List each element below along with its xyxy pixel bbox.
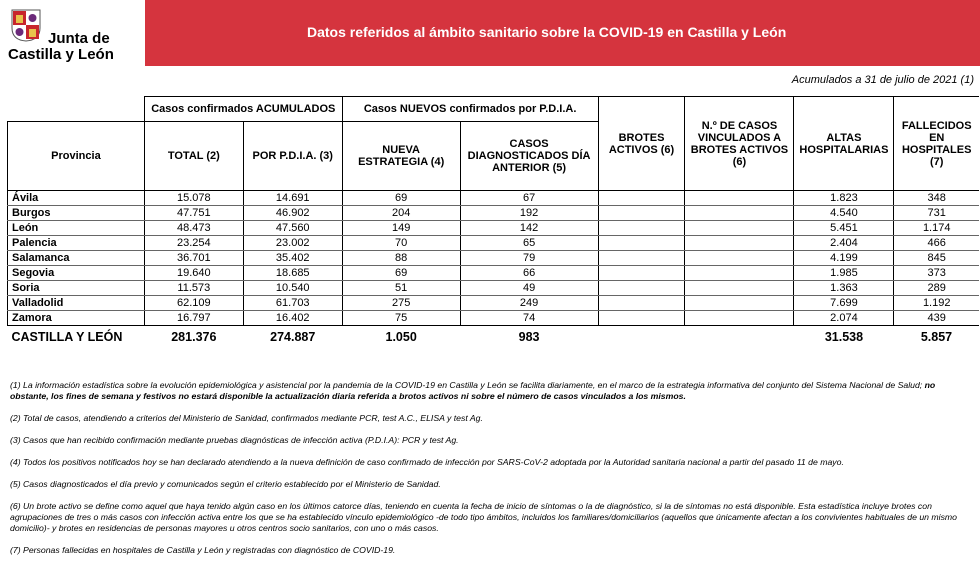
- total-total: 281.376: [171, 330, 217, 344]
- cell-altas: 1.823: [794, 191, 894, 206]
- cell-vinculados: [685, 236, 794, 251]
- cell-brotes: [598, 206, 685, 221]
- cell-total: 15.078: [144, 191, 243, 206]
- cell-vinculados: [685, 221, 794, 236]
- cell-pdia: 46.902: [243, 206, 342, 221]
- total-altas: 31.538: [824, 330, 864, 344]
- footnote-4: (4) Todos los positivos notificados hoy se han declarado atendiendo a la nueva definición de caso confirmado de infección por SARS-CoV-2 adoptada por la Autoridad sanitaria nacional a partir del pasado 11 de mayo.: [10, 457, 844, 467]
- header-casos-diagnosticados: CASOS DIAGNOSTICADOS DÍA ANTERIOR (5): [460, 122, 598, 191]
- cell-pdia: 23.002: [243, 236, 342, 251]
- cell-fallecidos: 466: [894, 236, 979, 251]
- total-diag: 983: [518, 330, 540, 344]
- cell-pdia: 18.685: [243, 266, 342, 281]
- cell-diag: 65: [460, 236, 598, 251]
- cell-nueva: 149: [342, 221, 460, 236]
- cell-pdia: 10.540: [243, 281, 342, 296]
- cell-nueva: 51: [342, 281, 460, 296]
- total-nueva: 1.050: [385, 330, 417, 344]
- covid-data-table: [7, 96, 979, 348]
- cell-nueva: 69: [342, 266, 460, 281]
- cell-diag: 142: [460, 221, 598, 236]
- cell-nueva: 75: [342, 311, 460, 326]
- cell-altas: 1.363: [794, 281, 894, 296]
- cell-total: 16.797: [144, 311, 243, 326]
- cell-vinculados: [685, 251, 794, 266]
- footnote-7: (7) Personas fallecidas en hospitales de Castilla y León y registradas con diagnóstico de COVID-19.: [10, 545, 396, 555]
- header-nueva-estrategia: NUEVA ESTRATEGIA (4): [342, 122, 460, 191]
- cell-provincia: Segovia: [8, 266, 145, 281]
- cell-fallecidos: 373: [894, 266, 979, 281]
- cell-altas: 5.451: [794, 221, 894, 236]
- page-title: Datos referidos al ámbito sanitario sobre la COVID-19 en Castilla y León: [307, 24, 787, 40]
- cell-vinculados: [685, 296, 794, 311]
- cell-nueva: 69: [342, 191, 460, 206]
- table-row: [8, 266, 980, 281]
- header-empty-cell: [8, 97, 145, 122]
- table-row: [8, 236, 980, 251]
- table-row: [8, 296, 980, 311]
- table-row: [8, 206, 980, 221]
- total-vinculados: [685, 326, 794, 349]
- cell-brotes: [598, 296, 685, 311]
- table-row: [8, 251, 980, 266]
- cell-altas: 1.985: [794, 266, 894, 281]
- cell-nueva: 275: [342, 296, 460, 311]
- cell-total: 62.109: [144, 296, 243, 311]
- cell-vinculados: [685, 206, 794, 221]
- cell-provincia: Burgos: [8, 206, 145, 221]
- header-group-acumulados: Casos confirmados ACUMULADOS: [144, 97, 342, 122]
- header-fallecidos: FALLECIDOS EN HOSPITALES (7): [894, 97, 979, 191]
- brand-line-1: Junta de: [48, 30, 110, 47]
- cell-pdia: 14.691: [243, 191, 342, 206]
- cell-pdia: 61.703: [243, 296, 342, 311]
- cell-pdia: 35.402: [243, 251, 342, 266]
- table-row: [8, 221, 980, 236]
- cell-diag: 74: [460, 311, 598, 326]
- total-brotes: [598, 326, 685, 349]
- cell-brotes: [598, 311, 685, 326]
- footnote-3: (3) Casos que han recibido confirmación mediante pruebas diagnósticas de infección activa (P.D.I.A): PCR y test Ag.: [10, 435, 459, 445]
- footnote-5: (5) Casos diagnosticados el día previo y comunicados según el criterio establecido por el Ministerio de Sanidad.: [10, 479, 441, 489]
- cell-vinculados: [685, 281, 794, 296]
- cell-fallecidos: 1.192: [894, 296, 979, 311]
- cell-pdia: 47.560: [243, 221, 342, 236]
- header-brotes: BROTES ACTIVOS (6): [598, 97, 685, 191]
- cell-vinculados: [685, 266, 794, 281]
- cell-fallecidos: 1.174: [894, 221, 979, 236]
- cell-nueva: 70: [342, 236, 460, 251]
- header-por-pdia: POR P.D.I.A. (3): [243, 122, 342, 191]
- brand-line-2: Castilla y León: [8, 46, 114, 63]
- cell-diag: 49: [460, 281, 598, 296]
- cell-brotes: [598, 221, 685, 236]
- footnote-1-text: (1) La información estadística sobre la evolución epidemiológica y asistencial por la pandemia de la COVID-19 en Castilla y León se facilita diariamente, en el marco de la estrategia informativa del conjunto del Sistema Nacional de Salud;: [10, 380, 923, 390]
- cell-diag: 67: [460, 191, 598, 206]
- header-provincia: Provincia: [8, 122, 145, 191]
- cell-altas: 7.699: [794, 296, 894, 311]
- totals-row: [8, 326, 980, 349]
- cell-altas: 2.074: [794, 311, 894, 326]
- cell-provincia: León: [8, 221, 145, 236]
- footnote-2: (2) Total de casos, atendiendo a criterios del Ministerio de Sanidad, confirmados mediante PCR, test A.C., ELISA y test Ag.: [10, 413, 483, 423]
- header-group-row: [8, 97, 980, 122]
- footnote-1-bold: no obstante, los fines de semana y festivos no estará disponible la actualización diaria referida a brotos activos ni sobre el número de casos vinculados a los mismos.: [10, 380, 936, 401]
- cell-fallecidos: 348: [894, 191, 979, 206]
- cell-diag: 249: [460, 296, 598, 311]
- cell-total: 36.701: [144, 251, 243, 266]
- total-provincia: CASTILLA Y LEÓN: [11, 330, 123, 344]
- footnote-6: (6) Un brote activo se define como aquel que haya tenido algún caso en los últimos catorce días, teniendo en cuenta la fecha de inicio de síntomas o la de diagnóstico, si la de síntomas no está disponible. Esta estadística incluye brotes con agrupaciones de tres o más casos con infección activa entre los que se ha establecido vínculo epidemiológico -de todo tipo ámbitos, incluidos los familiares/domiciliarios (aquellos que únicamente afectan a los convivientes habituales de un mismo domicilio)- y brotes en residencias de personas mayores u otros centros socio sanitarios, con uno o más casos.: [10, 501, 957, 533]
- cell-provincia: Valladolid: [8, 296, 145, 311]
- cell-brotes: [598, 251, 685, 266]
- cell-brotes: [598, 266, 685, 281]
- cell-provincia: Salamanca: [8, 251, 145, 266]
- cell-total: 48.473: [144, 221, 243, 236]
- table-row: [8, 281, 980, 296]
- header-vinculados: N.º DE CASOS VINCULADOS A BROTES ACTIVOS (6): [685, 97, 794, 191]
- cell-brotes: [598, 191, 685, 206]
- footnotes: [10, 380, 974, 567]
- cell-total: 19.640: [144, 266, 243, 281]
- junta-logo: [8, 6, 138, 64]
- header-total: TOTAL (2): [144, 122, 243, 191]
- table-row: [8, 191, 980, 206]
- cell-vinculados: [685, 191, 794, 206]
- cell-provincia: Zamora: [8, 311, 145, 326]
- cell-fallecidos: 439: [894, 311, 979, 326]
- cell-brotes: [598, 281, 685, 296]
- cell-altas: 4.199: [794, 251, 894, 266]
- cell-nueva: 88: [342, 251, 460, 266]
- total-pdia: 274.887: [270, 330, 316, 344]
- cell-brotes: [598, 236, 685, 251]
- footnote-1: [10, 380, 974, 402]
- cell-total: 23.254: [144, 236, 243, 251]
- cell-altas: 2.404: [794, 236, 894, 251]
- cell-altas: 4.540: [794, 206, 894, 221]
- cell-fallecidos: 845: [894, 251, 979, 266]
- cell-provincia: Palencia: [8, 236, 145, 251]
- cell-diag: 79: [460, 251, 598, 266]
- cell-vinculados: [685, 311, 794, 326]
- header-group-nuevos: Casos NUEVOS confirmados por P.D.I.A.: [342, 97, 598, 122]
- cell-provincia: Ávila: [8, 191, 145, 206]
- cell-total: 47.751: [144, 206, 243, 221]
- cell-fallecidos: 289: [894, 281, 979, 296]
- cell-nueva: 204: [342, 206, 460, 221]
- cell-total: 11.573: [144, 281, 243, 296]
- coat-of-arms-icon: [10, 8, 42, 42]
- cell-diag: 66: [460, 266, 598, 281]
- date-note: Acumulados a 31 de julio de 2021 (1): [791, 74, 974, 86]
- table-row: [8, 311, 980, 326]
- total-fallecidos: 5.857: [920, 330, 953, 344]
- cell-diag: 192: [460, 206, 598, 221]
- cell-pdia: 16.402: [243, 311, 342, 326]
- cell-provincia: Soria: [8, 281, 145, 296]
- header-altas: ALTAS HOSPITALARIAS: [794, 97, 894, 191]
- cell-fallecidos: 731: [894, 206, 979, 221]
